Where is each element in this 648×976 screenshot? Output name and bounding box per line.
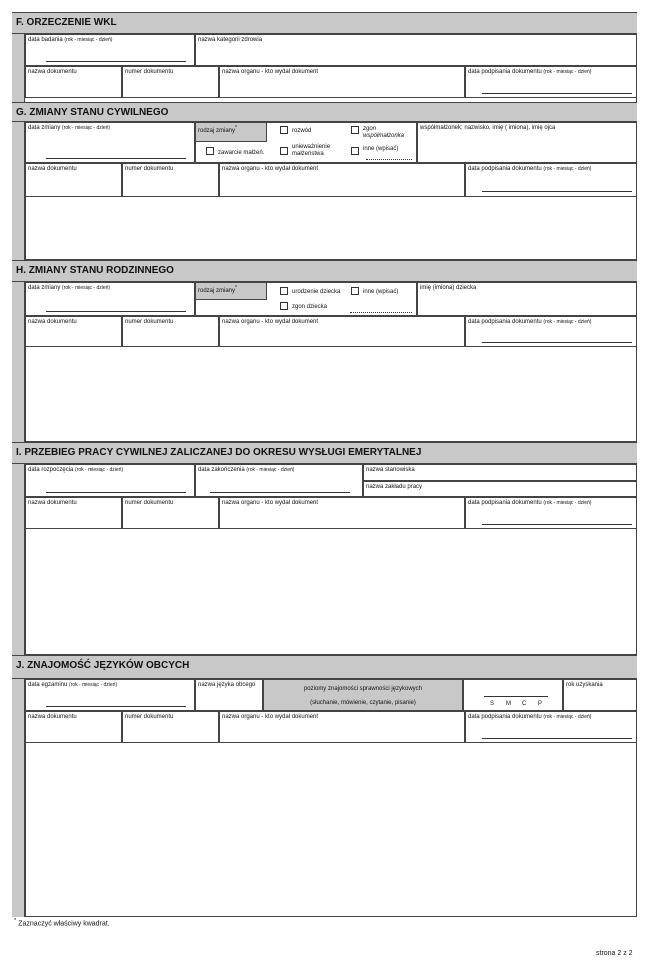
i-end-date-hint: (rok - miesiąc - dzień): [246, 467, 295, 473]
i-doc-name-label: nazwa dokumentu: [28, 500, 77, 506]
g-change-date-hint: (rok - miesiąc - dzień): [62, 125, 111, 131]
h-change-date-cell[interactable]: [25, 282, 195, 316]
g-issuer-label: nazwa organu - kto wydał dokument: [222, 166, 319, 172]
i-end-date-label: data zakończenia: [198, 467, 245, 473]
i-notes-area[interactable]: [25, 529, 637, 655]
section-i-title: I. PRZEBIEG PRACY CYWILNEJ ZALICZANEJ DO OKRESU WYSŁUGI EMERYTALNEJ: [16, 447, 422, 458]
footnote-text: Zaznaczyć właściwy kwadrat.: [18, 920, 110, 928]
i-start-date-label: data rozpoczęcia: [28, 467, 74, 473]
g-doc-number-cell[interactable]: [122, 163, 219, 197]
j-skill-m-label: M: [506, 701, 511, 707]
g-sign-date-line: [482, 191, 632, 192]
j-skill-levels-line: [484, 696, 548, 697]
f-issuer-label: nazwa organu - kto wydał dokument: [222, 69, 319, 75]
section-j-header: [12, 655, 637, 679]
j-doc-number-cell[interactable]: [122, 711, 219, 743]
g-issuer-cell[interactable]: [219, 163, 465, 197]
section-g-title: G. ZMIANY STANU CYWILNEGO: [16, 107, 169, 118]
j-year-label: rok uzyskania: [566, 682, 603, 688]
h-notes-area[interactable]: [25, 347, 637, 442]
h-child-name-cell[interactable]: [417, 282, 637, 316]
j-skill-p-label: P: [538, 701, 543, 707]
f-sign-date-line: [482, 93, 632, 94]
j-exam-date-line: [46, 706, 186, 707]
g-option-marriage-checkbox[interactable]: [206, 147, 214, 155]
j-doc-number-label: numer dokumentu: [125, 714, 174, 720]
g-option-divorce-checkbox[interactable]: [280, 126, 288, 134]
h-change-date-line: [46, 311, 186, 312]
f-sign-date-hint: (rok - miesiąc - dzień): [543, 69, 592, 75]
g-notes-area[interactable]: [25, 197, 637, 260]
section-f-title: F. ORZECZENIE WKL: [16, 17, 117, 28]
j-exam-date-hint: (rok - miesiąc - dzień): [69, 682, 118, 688]
g-footnote-mark: *: [235, 125, 237, 131]
h-change-date-label: data zmiany: [28, 285, 61, 291]
h-change-type-label: rodzaj zmiany: [198, 288, 236, 294]
f-sign-date-label: data podpisania dokumentu: [468, 69, 542, 75]
h-option-other-label: inne (wpisać): [363, 289, 399, 295]
j-sign-date-hint: (rok - miesiąc - dzień): [543, 714, 592, 720]
i-issuer-cell[interactable]: [219, 497, 465, 529]
f-doc-name-cell[interactable]: [25, 66, 122, 98]
i-position-cell[interactable]: [363, 464, 637, 481]
g-option-other-checkbox[interactable]: [351, 147, 359, 155]
h-change-date-hint: (rok - miesiąc - dzień): [62, 285, 111, 291]
g-option-other-line[interactable]: [366, 159, 412, 160]
h-doc-number-cell[interactable]: [122, 316, 219, 347]
j-notes-area[interactable]: [25, 743, 637, 917]
f-issuer-cell[interactable]: [219, 66, 465, 98]
h-doc-name-cell[interactable]: [25, 316, 122, 347]
j-skill-levels-cell[interactable]: [463, 679, 563, 711]
h-footnote-mark: *: [235, 285, 237, 291]
g-option-marriage-label: zawarcie małżeń.: [218, 150, 265, 156]
section-h-title: H. ZMIANY STANU RODZINNEGO: [16, 265, 174, 276]
f-exam-date-hint: (rok - miesiąc - dzień): [64, 37, 113, 43]
section-i-header: [12, 442, 637, 464]
g-change-date-label: data zmiany: [28, 125, 61, 131]
g-sign-date-label: data podpisania dokumentu: [468, 166, 542, 172]
i-start-date-line: [46, 492, 186, 493]
i-sign-date-hint: (rok - miesiąc - dzień): [543, 500, 592, 506]
j-skill-s-label: S: [490, 701, 495, 707]
h-sign-date-line: [482, 342, 632, 343]
g-change-date-line: [46, 158, 186, 159]
j-doc-name-cell[interactable]: [25, 711, 122, 743]
i-issuer-label: nazwa organu - kto wydał dokument: [222, 500, 319, 506]
f-sign-date-cell[interactable]: [465, 66, 637, 98]
g-option-divorce-label: rozwód: [292, 128, 312, 134]
g-option-spouse-death-checkbox[interactable]: [351, 126, 359, 134]
h-doc-number-label: numer dokumentu: [125, 319, 174, 325]
j-issuer-cell[interactable]: [219, 711, 465, 743]
g-option-spouse-death-label: zgon współmałżonka: [363, 126, 405, 139]
f-health-category-label: nazwa kategorii zdrowia: [198, 37, 263, 43]
f-health-category-cell[interactable]: [195, 34, 637, 66]
i-position-label: nazwa stanowiska: [366, 467, 415, 473]
j-year-cell[interactable]: [563, 679, 637, 711]
g-option-other-label: inne (wpisać): [363, 146, 399, 152]
i-doc-number-label: numer dokumentu: [125, 500, 174, 506]
f-doc-number-cell[interactable]: [122, 66, 219, 98]
j-levels-cell: [263, 679, 463, 711]
j-language-label: nazwa języka obcego: [198, 682, 256, 688]
i-sign-date-line: [482, 524, 632, 525]
g-doc-name-label: nazwa dokumentu: [28, 166, 77, 172]
form-left-bar: [12, 12, 25, 917]
h-option-child-death-checkbox[interactable]: [280, 302, 288, 310]
h-option-other-line[interactable]: [350, 312, 412, 313]
i-sign-date-cell[interactable]: [465, 497, 637, 529]
section-f-header: [12, 12, 637, 34]
g-change-type-label: rodzaj zmiany: [198, 128, 236, 134]
f-doc-number-label: numer dokumentu: [125, 69, 174, 75]
h-option-other-checkbox[interactable]: [351, 287, 359, 295]
g-spouse-cell[interactable]: [417, 122, 637, 163]
i-start-date-hint: (rok - miesiąc - dzień): [75, 467, 124, 473]
section-g-header: [12, 102, 637, 122]
j-doc-name-label: nazwa dokumentu: [28, 714, 77, 720]
f-doc-name-label: nazwa dokumentu: [28, 69, 77, 75]
i-workplace-label: nazwa zakładu pracy: [366, 484, 423, 490]
j-language-cell[interactable]: [195, 679, 263, 711]
h-sign-date-hint: (rok - miesiąc - dzień): [543, 319, 592, 325]
i-doc-name-cell[interactable]: [25, 497, 122, 529]
j-sign-date-label: data podpisania dokumentu: [468, 714, 542, 720]
i-end-date-cell[interactable]: [195, 464, 363, 497]
j-sign-date-line: [482, 738, 632, 739]
j-exam-date-cell[interactable]: [25, 679, 195, 711]
h-issuer-cell[interactable]: [219, 316, 465, 347]
j-exam-date-label: data egzaminu: [28, 682, 68, 688]
g-sign-date-hint: (rok - miesiąc - dzień): [543, 166, 592, 172]
i-doc-number-cell[interactable]: [122, 497, 219, 529]
h-option-birth-checkbox[interactable]: [280, 287, 288, 295]
h-sign-date-label: data podpisania dokumentu: [468, 319, 542, 325]
section-h-header: [12, 260, 637, 282]
h-sign-date-cell[interactable]: [465, 316, 637, 347]
g-option-annulment-checkbox[interactable]: [280, 147, 288, 155]
f-exam-date-cell[interactable]: [25, 34, 195, 66]
g-change-date-cell[interactable]: [25, 122, 195, 163]
j-levels-label: poziomy znajomości sprawności językowych: [303, 686, 423, 692]
h-issuer-label: nazwa organu - kto wydał dokument: [222, 319, 319, 325]
g-spouse-label: współmałżonek: nazwisko, imię ( imiona), imię ojca: [420, 125, 556, 131]
h-option-birth-label: urodzenie dziecka: [292, 289, 341, 295]
i-sign-date-label: data podpisania dokumentu: [468, 500, 542, 506]
j-skill-c-label: C: [522, 701, 527, 707]
j-skills-label: (słuchanie, mówienie, czytanie, pisanie): [310, 700, 416, 706]
footnote-mark: *: [14, 918, 17, 924]
j-sign-date-cell[interactable]: [465, 711, 637, 743]
i-workplace-cell[interactable]: [363, 481, 637, 497]
h-child-name-label: imię (imiona) dziecka: [420, 285, 477, 291]
i-end-date-line: [210, 492, 350, 493]
h-option-child-death-label: zgon dziecka: [292, 304, 328, 310]
j-issuer-label: nazwa organu - kto wydał dokument: [222, 714, 319, 720]
g-doc-name-cell[interactable]: [25, 163, 122, 197]
footnote: [14, 918, 110, 927]
section-j-title: J. ZNAJOMOŚĆ JĘZYKÓW OBCYCH: [16, 660, 190, 671]
f-exam-date-label: data badania: [28, 37, 63, 43]
f-exam-date-line: [46, 61, 186, 62]
g-option-annulment-label: unieważnienie małżeństwa: [292, 144, 331, 157]
page-number: strona 2 z 2: [596, 950, 633, 957]
h-doc-name-label: nazwa dokumentu: [28, 319, 77, 325]
g-doc-number-label: numer dokumentu: [125, 166, 174, 172]
i-start-date-cell[interactable]: [25, 464, 195, 497]
g-sign-date-cell[interactable]: [465, 163, 637, 197]
